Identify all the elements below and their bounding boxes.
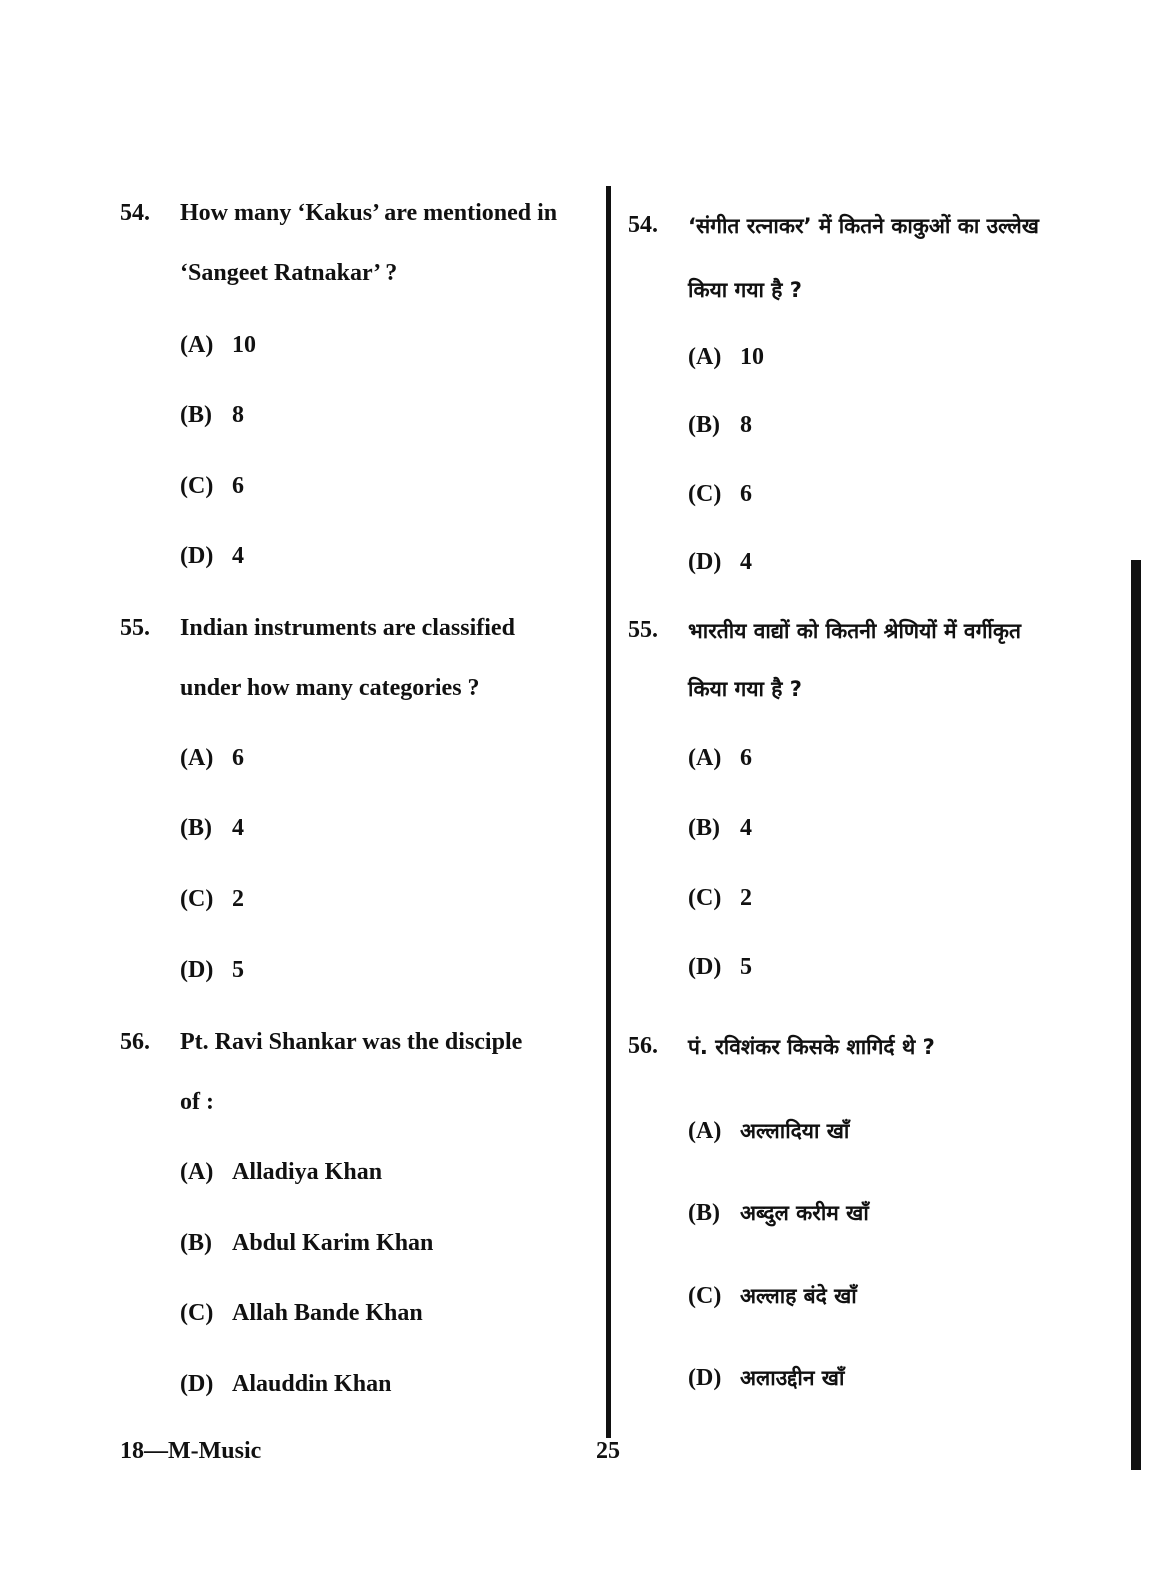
option-text: 4 <box>740 815 752 841</box>
option-b <box>688 815 752 842</box>
question-text-line: of : <box>180 1089 214 1115</box>
question-number: 55. <box>120 615 150 641</box>
option-label: (D) <box>180 1371 214 1397</box>
option-b <box>688 412 752 439</box>
option-d <box>688 549 752 576</box>
paper-code: 18—M-Music <box>120 1438 262 1464</box>
option-label: (A) <box>688 745 722 771</box>
question-number: 54. <box>628 212 658 238</box>
option-label: (B) <box>688 815 720 841</box>
question-number: 56. <box>628 1033 658 1059</box>
option-label: (D) <box>688 549 722 575</box>
option-text: 4 <box>232 815 244 841</box>
option-text: 5 <box>740 954 752 980</box>
option-label: (A) <box>180 745 214 771</box>
option-c <box>688 885 752 912</box>
page-number: 25 <box>596 1438 620 1464</box>
option-text: 4 <box>740 549 752 575</box>
option-b <box>688 1199 869 1227</box>
question-text-line: ‘Sangeet Ratnakar’ ? <box>180 260 398 286</box>
option-label: (A) <box>688 1118 722 1144</box>
question-text-line: How many ‘Kakus’ are mentioned in <box>180 200 558 226</box>
option-label: (C) <box>688 885 722 911</box>
option-c <box>180 1300 423 1327</box>
option-text: 2 <box>232 886 244 912</box>
option-text: Alauddin Khan <box>232 1371 392 1397</box>
option-label: (A) <box>180 1159 214 1185</box>
option-label: (C) <box>688 481 722 507</box>
option-b <box>180 402 244 429</box>
option-text: अल्लाह बंदे खाँ <box>740 1284 857 1308</box>
option-text: Alladiya Khan <box>232 1159 383 1185</box>
option-d <box>180 957 244 984</box>
option-label: (B) <box>688 412 720 438</box>
option-b <box>180 815 244 842</box>
option-d <box>688 1364 844 1392</box>
option-label: (C) <box>180 886 214 912</box>
option-text: अल्लादिया खाँ <box>740 1119 850 1143</box>
option-a <box>688 1117 849 1145</box>
option-c <box>688 1282 857 1310</box>
option-label: (D) <box>688 1365 722 1391</box>
option-d <box>688 954 752 981</box>
option-label: (D) <box>180 957 214 983</box>
question-text-line: Indian instruments are classified <box>180 615 515 641</box>
option-label: (B) <box>180 815 212 841</box>
option-b <box>180 1230 433 1257</box>
option-text: 8 <box>232 402 244 428</box>
option-text: 10 <box>740 344 764 370</box>
option-a <box>688 745 752 772</box>
question-text-line: किया गया है ? <box>688 278 802 302</box>
option-text: 10 <box>232 332 256 358</box>
option-d <box>180 543 244 570</box>
option-text: Allah Bande Khan <box>232 1300 423 1326</box>
option-label: (B) <box>180 1230 212 1256</box>
column-divider <box>606 186 611 1438</box>
option-label: (B) <box>180 402 212 428</box>
option-a <box>180 1159 382 1186</box>
option-label: (B) <box>688 1200 720 1226</box>
option-text: अलाउद्दीन खाँ <box>740 1366 845 1390</box>
option-label: (C) <box>688 1283 722 1309</box>
question-number: 55. <box>628 617 658 643</box>
option-c <box>688 481 752 508</box>
option-a <box>180 332 256 359</box>
option-text: 8 <box>740 412 752 438</box>
question-text-line: ‘संगीत रत्नाकर’ में कितने काकुओं का उल्लेख <box>688 214 1039 238</box>
option-text: 5 <box>232 957 244 983</box>
option-label: (C) <box>180 473 214 499</box>
option-a <box>688 344 764 371</box>
option-text: 6 <box>232 473 244 499</box>
option-a <box>180 745 244 772</box>
question-text-line: under how many categories ? <box>180 675 480 701</box>
option-label: (C) <box>180 1300 214 1326</box>
question-text-line: भारतीय वाद्यों को कितनी श्रेणियों में वर्गीकृत <box>688 619 1021 643</box>
question-number: 56. <box>120 1029 150 1055</box>
option-label: (D) <box>180 543 214 569</box>
option-text: 2 <box>740 885 752 911</box>
edge-bar <box>1131 560 1141 1470</box>
option-text: अब्दुल करीम खाँ <box>740 1201 869 1225</box>
option-c <box>180 886 244 913</box>
option-d <box>180 1371 391 1398</box>
question-text-line: Pt. Ravi Shankar was the disciple <box>180 1029 523 1055</box>
question-text-line: पं. रविशंकर किसके शागिर्द थे ? <box>688 1035 935 1059</box>
option-text: 4 <box>232 543 244 569</box>
question-number: 54. <box>120 200 150 226</box>
option-label: (D) <box>688 954 722 980</box>
option-text: 6 <box>740 481 752 507</box>
option-text: Abdul Karim Khan <box>232 1230 434 1256</box>
question-text-line: किया गया है ? <box>688 677 802 701</box>
option-text: 6 <box>232 745 244 771</box>
option-c <box>180 473 244 500</box>
option-label: (A) <box>180 332 214 358</box>
option-label: (A) <box>688 344 722 370</box>
option-text: 6 <box>740 745 752 771</box>
